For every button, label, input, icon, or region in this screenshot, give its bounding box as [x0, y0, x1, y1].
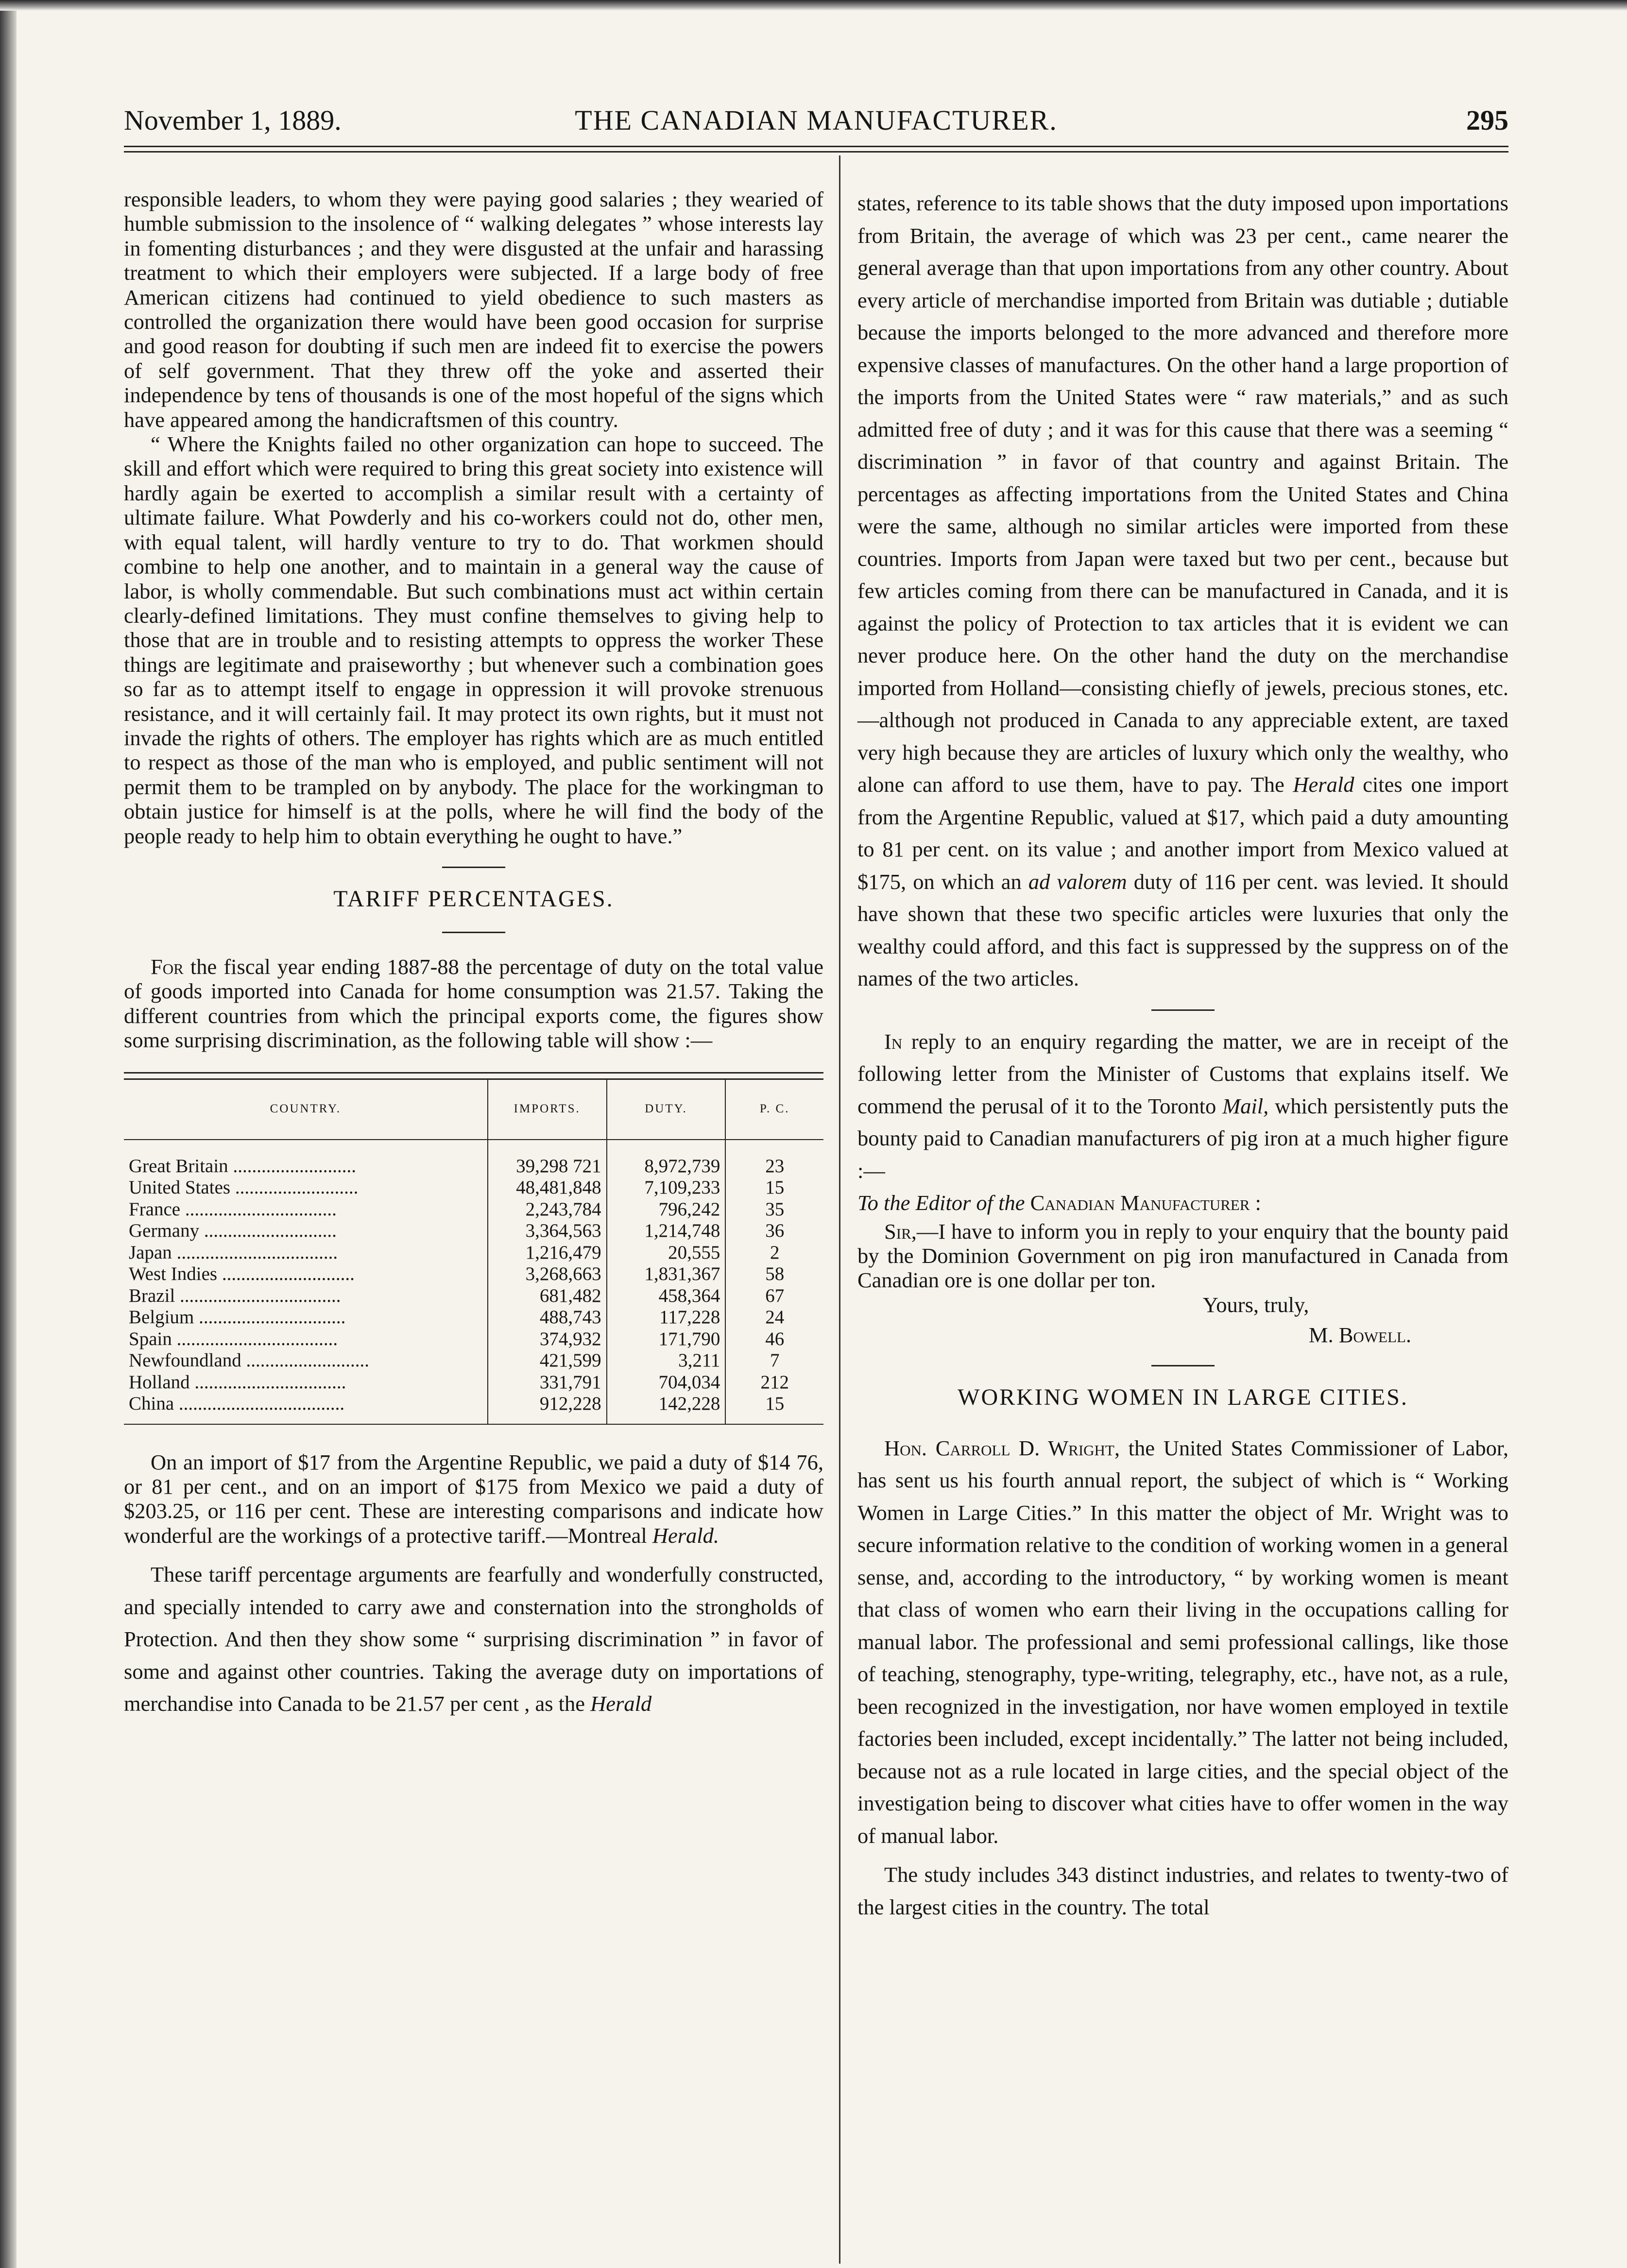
pc-cell: 24	[765, 1307, 785, 1328]
article-paragraph: The study includes 343 distinct industries, and relates to twenty-two of the largest cities in the country. The total	[857, 1862, 1508, 1919]
duty-cell: 704,034	[607, 1372, 726, 1394]
table-row: Germany ............................ 3,364,563 1,214,748 36	[124, 1220, 823, 1242]
imports-cell: 374,932	[488, 1329, 607, 1350]
article-paragraph: “ Where the Knights failed no other organization can hope to succeed. The skill and effort which were required to bring this great society into existence will hardly again be exerted to accomplish a similar result with a certainty of ultimate failure. What Powderly and his co-workers could not do, other men, with equal talent, will hardly venture to try to do. That workmen should combine to help one another, and to maintain in a general way the cause of labor, is wholly commendable. But such combinations must act within certain clearly-defined limitations. They must confine themselves to giving help to those that are in trouble and to resisting attempts to oppress the worker These things are legitimate and praiseworthy ; but whenever such a combination goes so far as to attempt itself to engage in oppression it will provoke strenuous resistance, and it will certainly fail. It may protect its own rights, but it must not invade the rights of others. The employer has rights which are as much entitled to respect as those of the man who is employed, and public sentiment will not permit them to be trampled on by anybody. The place for the workingman to obtain justice for himself is at the polls, where he will find the body of the people ready to help him to obtain everything he ought to have.”	[124, 432, 823, 848]
scan-edge	[0, 0, 17, 2268]
country-cell: Germany	[129, 1220, 200, 1242]
duty-cell: 796,242	[607, 1199, 726, 1221]
tariff-table	[124, 1072, 823, 1425]
duty-cell: 20,555	[607, 1242, 726, 1264]
pc-cell: 46	[765, 1328, 785, 1349]
duty-cell: 458,364	[607, 1285, 726, 1307]
pc-cell: 7	[770, 1350, 780, 1371]
right-column	[857, 187, 1508, 1923]
country-cell: Holland	[129, 1371, 190, 1393]
country-cell: United States	[129, 1177, 231, 1198]
imports-cell: 39,298 721	[488, 1156, 607, 1177]
table-row: West Indies ............................ 3,268,663 1,831,367 58	[124, 1263, 823, 1285]
letter-body: Sir,—I have to inform you in reply to your enquiry that the bounty paid by the Dominion Government on pig iron manufactured in Canada from Canadian ore is one dollar per ton.	[857, 1219, 1508, 1293]
pc-cell: 2	[770, 1242, 780, 1263]
table-row: Belgium ............................... 488,743 117,228 24	[124, 1307, 823, 1329]
section-title-working-women: WORKING WOMEN IN LARGE CITIES.	[958, 1384, 1408, 1410]
imports-cell: 681,482	[488, 1285, 607, 1307]
letter-address: To the Editor of the Canadian Manufacturer :	[857, 1191, 1261, 1215]
country-cell: Great Britain	[129, 1155, 228, 1177]
lead-word: Hon. Carroll D. Wright,	[884, 1435, 1120, 1460]
imports-cell: 2,243,784	[488, 1199, 607, 1221]
article-paragraph: responsible leaders, to whom they were paying good salaries ; they wearied of humble submission to the insolence of “ walking delegates ” whose interests lay in fomenting disturbances ; and they were disgusted at the unfair and harassing treatment to which their employers were subjected. If a large body of free American citizens had continued to yield obedience to such masters as controlled the organization there would have been good occasion for surprise and good reason for doubting if such men are indeed fit to exercise the powers of self government. That they threw off the yoke and asserted their independence by tens of thousands is one of the most hopeful of the signs which have appeared among the handicraftsmen of this country.	[124, 187, 823, 432]
lead-word: For	[151, 954, 184, 979]
imports-cell: 48,481,848	[488, 1177, 607, 1199]
table-row: France ................................ 2,243,784 796,242 35	[124, 1199, 823, 1221]
pc-cell: 212	[760, 1371, 789, 1393]
table-row: Brazil .................................. 681,482 458,364 67	[124, 1285, 823, 1307]
imports-cell: 1,216,479	[488, 1242, 607, 1264]
issue-date: November 1, 1889.	[124, 104, 342, 136]
imports-cell: 3,268,663	[488, 1263, 607, 1285]
page-number: 295	[1466, 104, 1508, 136]
duty-cell: 3,211	[607, 1350, 726, 1372]
article-paragraph: For the fiscal year ending 1887-88 the percentage of duty on the total value of goods imported into Canada for home consumption was 21.57. Taking the different countries from which the principal exports come, the figures show some surprising discrimination, as the following table will show :—	[124, 954, 823, 1053]
pc-cell: 35	[765, 1198, 785, 1220]
left-column	[124, 187, 823, 1720]
column-divider	[839, 155, 840, 2264]
source-herald: Herald.	[652, 1523, 719, 1548]
header-rule	[124, 146, 1508, 153]
duty-cell: 1,214,748	[607, 1220, 726, 1242]
duty-cell: 1,831,367	[607, 1263, 726, 1285]
imports-cell: 331,791	[488, 1372, 607, 1394]
duty-cell: 142,228	[607, 1393, 726, 1415]
table-row: Newfoundland .......................... 421,599 3,211 7	[124, 1350, 823, 1372]
duty-cell: 171,790	[607, 1329, 726, 1350]
imports-cell: 421,599	[488, 1350, 607, 1372]
country-cell: Newfoundland	[129, 1350, 241, 1371]
table-row: Japan .................................. 1,216,479 20,555 2	[124, 1242, 823, 1264]
table-row: United States .......................... 48,481,848 7,109,233 15	[124, 1177, 823, 1199]
imports-cell: 3,364,563	[488, 1220, 607, 1242]
article-paragraph: states, reference to its table shows that the duty imposed upon importations from Britain, the average of which was 23 per cent., came nearer the general average than that upon importations from any other country. About every article of merchandise imported from Britain was dutiable ; dutiable because the imports belonged to the more advanced and therefore more expensive classes of manufactures. On the other hand a large proportion of the imports from the United States were “ raw materials,” and as such admitted free of duty ; and it was for this cause that there was a seeming “ discrimination ” in favor of that country and against Britain. The percentages as affecting importations from the United States and China were the same, although no similar articles were imported from these countries. Imports from Japan were taxed but two per cent., because but few articles coming from there can be manufactured in Canada, and it is against the policy of Protection to tax articles that it is evident we can never produce here. On the other hand the duty on the merchandise imported from Holland—consisting chiefly of jewels, precious stones, etc.—although not produced in Canada to any appreciable extent, are taxed very high because they are articles of luxury which only the wealthy, who alone can afford to use them, have to pay. The Herald cites one import from the Argentine Republic, valued at $17, which paid a duty amounting to 81 per cent. on its value ; and another import from Mexico valued at $175, on which an ad valorem duty of 116 per cent. was levied. It should have shown that these two specific articles were luxuries that only the wealthy could afford, and this fact is suppressed by the suppress on of the names of the two articles.	[857, 191, 1508, 990]
column-header: P. C.	[725, 1079, 823, 1140]
duty-cell: 117,228	[607, 1307, 726, 1329]
pc-cell: 58	[765, 1263, 785, 1285]
duty-cell: 7,109,233	[607, 1177, 726, 1199]
country-cell: Belgium	[129, 1307, 194, 1328]
article-paragraph: In reply to an enquiry regarding the matter, we are in receipt of the following letter from the Minister of Customs that explains itself. We commend the perusal of it to the Toronto Mail, which persistently puts the bounty paid to Canadian manufacturers of pig iron at a much higher figure :—	[857, 1029, 1508, 1183]
pc-cell: 23	[765, 1155, 785, 1177]
table-row: Great Britain .......................... 39,298 721 8,972,739 23	[124, 1156, 823, 1177]
imports-cell: 912,228	[488, 1393, 607, 1415]
column-header: COUNTRY.	[124, 1079, 488, 1140]
country-cell: China	[129, 1393, 174, 1415]
pc-cell: 15	[765, 1393, 785, 1415]
table-row: China ................................... 912,228 142,228 15	[124, 1393, 823, 1415]
pc-cell: 15	[765, 1177, 785, 1198]
country-cell: West Indies	[129, 1263, 218, 1285]
lead-word: In	[884, 1029, 903, 1054]
pc-cell: 67	[765, 1285, 785, 1306]
article-paragraph: On an import of $17 from the Argentine Republic, we paid a duty of $14 76, or 81 per cent., and on an import of $175 from Mexico we paid a duty of $203.25, or 116 per cent. These are interesting comparisons and indicate how wonderful are the workings of a protective tariff.—Montreal Herald.	[124, 1449, 823, 1548]
country-cell: Japan	[129, 1242, 172, 1263]
pc-cell: 36	[765, 1220, 785, 1242]
duty-cell: 8,972,739	[607, 1156, 726, 1177]
publication-title: THE CANADIAN MANUFACTURER.	[575, 104, 1058, 136]
country-cell: France	[129, 1198, 181, 1220]
signature: M. Bowell.	[1308, 1323, 1411, 1347]
table-row: Spain .................................. 374,932 171,790 46	[124, 1329, 823, 1350]
scan-top-edge	[0, 0, 1627, 11]
page-header	[124, 101, 1508, 140]
country-cell: Spain	[129, 1328, 172, 1349]
column-header: IMPORTS.	[488, 1079, 607, 1140]
article-paragraph: Hon. Carroll D. Wright, the United States Commissioner of Labor, has sent us his fourth annual report, the subject of which is “ Working Women in Large Cities.” In this matter the object of Mr. Wright was to secure information relative to the condition of working women in a general sense, and, according to the introductory, “ by working women is meant that class of women who earn their living in the occupations calling for manual labor. The professional and semi professional callings, like those of teaching, stenography, type-writing, telegraphy, etc., have not, as a rule, been recognized in the investigation, nor have women employed in textile factories been included, except incidentally.” The latter not being included, because not as a rule located in large cities, and the special object of the investigation being to discover what cities have to offer women in the way of manual labor.	[857, 1435, 1508, 1848]
section-title-tariff: TARIFF PERCENTAGES.	[333, 886, 614, 912]
table-row: Holland ................................ 331,791 704,034 212	[124, 1372, 823, 1394]
country-cell: Brazil	[129, 1285, 175, 1306]
article-paragraph: These tariff percentage arguments are fearfully and wonderfully constructed, and specially intended to carry awe and consternation into the strongholds of Protection. And then they show some “ surprising discrimination ” in favor of some and against other countries. Taking the average duty on importations of merchandise into Canada to be 21.57 per cent , as the Herald	[124, 1562, 823, 1716]
imports-cell: 488,743	[488, 1307, 607, 1329]
column-header: DUTY.	[607, 1079, 726, 1140]
letter-close: Yours, truly,	[1202, 1292, 1309, 1317]
